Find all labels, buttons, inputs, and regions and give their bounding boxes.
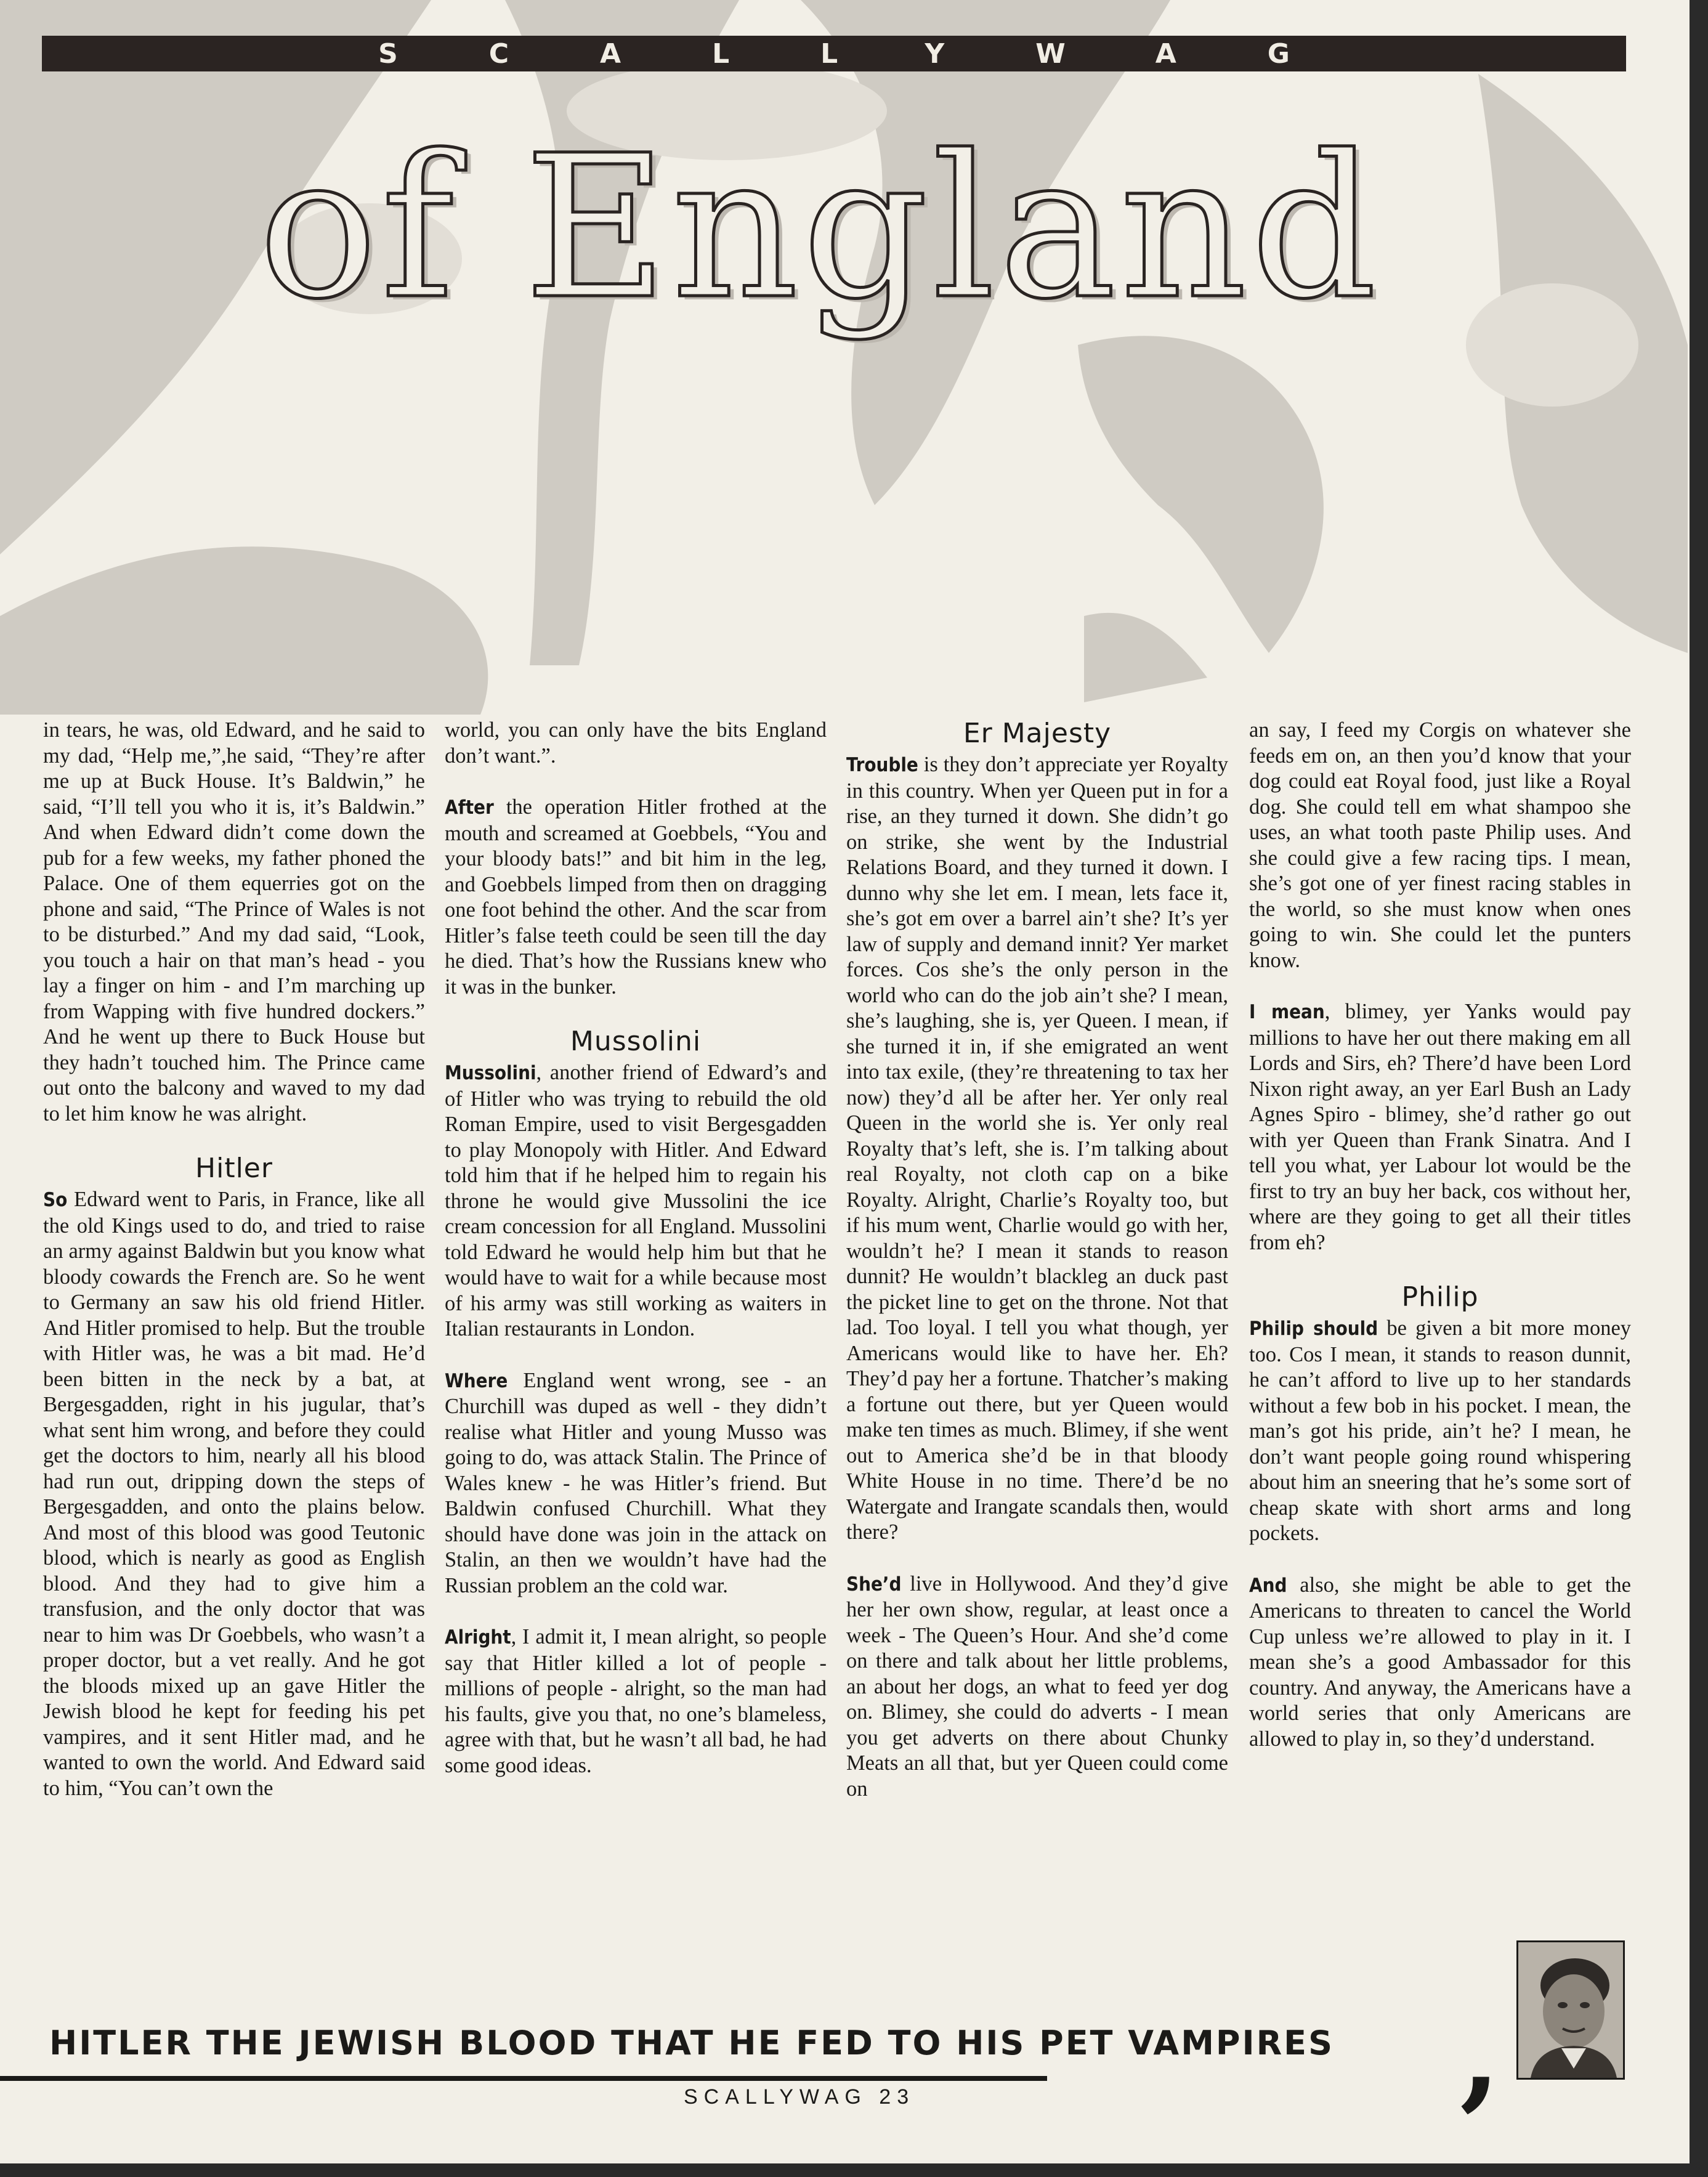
paragraph-text: , I admit it, I mean alright, so people say that Hitler killed a lot of people - millions of people - alright, so the man had his faults, give you that, no one’s blameless, agree with that, but he wasn’t all bad, he had some good ideas. <box>445 1625 827 1777</box>
lead-in: Where <box>445 1369 508 1392</box>
paragraph-text: the operation Hitler frothed at the mouth and screamed at Goebbels, “You and your bloody bats!” and bit him in the leg, and Goebbels limped from then on dragging one foot behind the other. And the scar from Hitler’s false teeth could be seen till the day he died. That’s how the Russians knew who it was in the bunker. <box>445 795 827 999</box>
paragraph <box>445 1368 827 1599</box>
paragraph: an say, I feed my Corgis on whatever she feeds em on, an then you’d know that your dog could eat Royal food, just like a Royal dog. She could tell em what shampoo she uses, an what tooth paste Philip uses. And she could give a few racing tips. I mean, she’s got one of yer finest racing stables in the world, so she must know when ones going to win. She could let the punters know. <box>1249 718 1631 972</box>
lead-in: Alright <box>445 1626 511 1648</box>
lead-in: And <box>1249 1574 1287 1597</box>
paragraph-text: , blimey, yer Yanks would pay millions to have her out there making em all Lords and Sirs, eh? There’d have been Lord Nixon right away, an yer Earl Bush an Lady Agnes Spiro - blimey, she’d rather go out with yer Queen than Frank Sinatra. And I tell you what, yer Labour lot would be the first to try an buy her back, cos without her, where are they going to get all their titles from eh? <box>1249 1000 1631 1254</box>
paragraph: in tears, he was, old Edward, and he said to my dad, “Help me,”,he said, “They’re after me up at Buck House. It’s Baldwin,” he said, “I’ll tell you who it is, it’s Baldwin.” And when Edward didn’t come down the pub for a few weeks, my father phoned the Palace. One of them equerries got on the phone and said, “The Prince of Wales is not to be disturbed.” And my dad said, “Look, you touch a hair on that man’s head - you lay a finger on him - and I’m marching up from Wapping with five hundred dockers.” And he went up there to Buck House but they hadn’t touched him. The Prince came out onto the balcony and waved to my dad to let him know he was alright. <box>43 718 425 1125</box>
paragraph <box>445 1624 827 1778</box>
section-heading-hitler: Hitler <box>195 1153 273 1184</box>
paragraph-text: Edward went to Paris, in France, like all the old Kings used to do, and tried to raise an army against Baldwin but you know what bloody cowards the French are. So he went to Germany an saw his old friend Hitler. And Hitler promised to help. But the trouble with Hitler was, he was a bit mad. He’d been bitten in the neck by a bat, at Bergesgadden, right in his jugular, that’s what sent him wrong, and before they could get the doctors to him, nearly all his blood had run out, dripping down the steps of Bergesgadden, and onto the plains below. And most of this blood was good Teutonic blood, which is nearly as good as English blood. And they had to give him a transfusion, and the only doctor that was near to him was Dr Goebbels, who wasn’t a proper doctor, but a vet really. And he got the bloods mixed up an gave Hitler the Jewish blood he kept for feeding his pet vampires, and it sent Hitler mad, and he wanted to own the world. And Edward said to him, “You can’t own the <box>43 1188 425 1800</box>
paragraph <box>43 1187 425 1801</box>
section-heading-er-majesty: Er Majesty <box>963 718 1112 749</box>
portrait-illustration <box>1518 1942 1623 2078</box>
page-edge-right <box>1690 0 1708 2177</box>
footer-rule <box>0 2076 1047 2081</box>
column-2 <box>445 718 827 1804</box>
paragraph <box>846 752 1228 1546</box>
paragraph-text: also, she might be able to get the Americans to threaten to cancel the World Cup unless we’re allowed to play in it. I mean she’s a good Ambassador for this country. And anyway, the Americans have a world series that only Americans are allowed to play in, so they’d understand. <box>1249 1573 1631 1751</box>
lead-in: Trouble <box>846 754 918 776</box>
lead-in: I mean <box>1249 1001 1325 1023</box>
section-heading-mussolini: Mussolini <box>570 1026 702 1057</box>
closing-quote-mark: , <box>1460 1985 1501 2123</box>
paragraph: world, you can only have the bits England don’t want.”. <box>445 718 827 768</box>
masthead-bar <box>42 36 1626 71</box>
section-heading-philip: Philip <box>1401 1281 1479 1313</box>
page-edge-bottom <box>0 2163 1708 2177</box>
column-4 <box>1249 718 1631 1778</box>
column-3 <box>846 718 1228 1828</box>
paragraph-text: England went wrong, see - an Churchill was duped as well - they didn’t realise what Hitler and young Musso was going to do, was attack Stalin. The Prince of Wales knew - he was Hitler’s friend. But Baldwin confused Churchill. What they should have done was join in the attack on Stalin, an then we wouldn’t have had the Russian problem an the cold war. <box>445 1368 827 1597</box>
paragraph <box>846 1571 1228 1802</box>
masthead-title: SCALLYWAG <box>378 38 1381 70</box>
paragraph-text: live in Hollywood. And they’d give her her own show, regular, at least once a week - The Queen’s Hour. And she’d come on there and talk about her little problems, an about her dogs, an what to feed yer dog on. Blimey, she could do adverts - I mean you get adverts on there about Chunky Meats an all that, but yer Queen could come on <box>846 1571 1228 1801</box>
paragraph <box>1249 1573 1631 1753</box>
paragraph-text: be given a bit more money too. Cos I mean, it stands to reason dunnit, he can’t afford to live up to her standards without a few bob in his pocket. I mean, the man’s got his pride, ain’t he? I mean, he don’t want people going round whispering about him an sneering that he’s some sort of cheap skate with short arms and long pockets. <box>1249 1316 1632 1545</box>
pull-quote: HITLER THE JEWISH BLOOD THAT HE FED TO HIS PET VAMPIRES <box>49 2024 1334 2062</box>
lead-in: Philip should <box>1249 1318 1378 1340</box>
lead-in: Mussolini <box>445 1062 536 1084</box>
lead-in: So <box>43 1189 68 1211</box>
article-headline: of England <box>259 113 1381 343</box>
lead-in: She’d <box>846 1573 902 1595</box>
paragraph <box>445 1060 827 1342</box>
paragraph <box>1249 999 1631 1255</box>
lead-in: After <box>445 797 494 819</box>
paragraph-text: is they don’t appreciate yer Royalty in this country. When yer Queen put in for a rise, an they turned it down. She didn’t go on strike, she went by the Industrial Relations Board, and they turned it down. I dunno why she let em. I mean, lets face it, she’s got em over a barrel ain’t she? It’s yer law of supply and demand innit? Yer market forces. Cos she’s the only person in the world who can do the job ain’t she? I mean, she’s laughing, she is, yer Queen. I mean, if she turned it in, if she emigrated an went into tax exile, (they’re threatening to tax her now) they’d all be after her. Yer only real Queen in the world she is. Yer only real Royalty that’s left, she is. I’m talking about real Royalty, not cloth cap on a bike Royalty. Alright, Charlie’s Royalty too, but if his mum went, Charlie would go with her, wouldn’t he? I mean it stands to reason dunnit? He wouldn’t blackleg an duck past the picket line to get on the throne. Not that lad. Too loyal. I tell you what though, yer Americans would like to have her. Eh? They’d pay her a fortune. Thatcher’s making a fortune out there, but yer Queen would make ten times as much. Blimey, if she went out to America she’d be in that bloody White House in no time. There’d be no Watergate and Irangate scandals then, would there? <box>846 753 1228 1544</box>
page-footer: SCALLYWAG 23 <box>684 2085 915 2109</box>
column-1 <box>43 718 425 1827</box>
paragraph <box>445 795 827 1000</box>
paragraph-text: , another friend of Edward’s and of Hitler who was trying to rebuild the old Roman Empire, used to visit Bergesgadden to play Monopoly with Hitler. And Edward told him that if he helped him to regain his throne he would give Mussolini the ice cream concession for all England. Mussolini told Edward he would help him but that he would have to wait for a while because most of his army was still working as waiters in Italian restaurants in London. <box>445 1061 827 1340</box>
paragraph <box>1249 1316 1631 1547</box>
author-portrait-photo <box>1516 1940 1625 2080</box>
